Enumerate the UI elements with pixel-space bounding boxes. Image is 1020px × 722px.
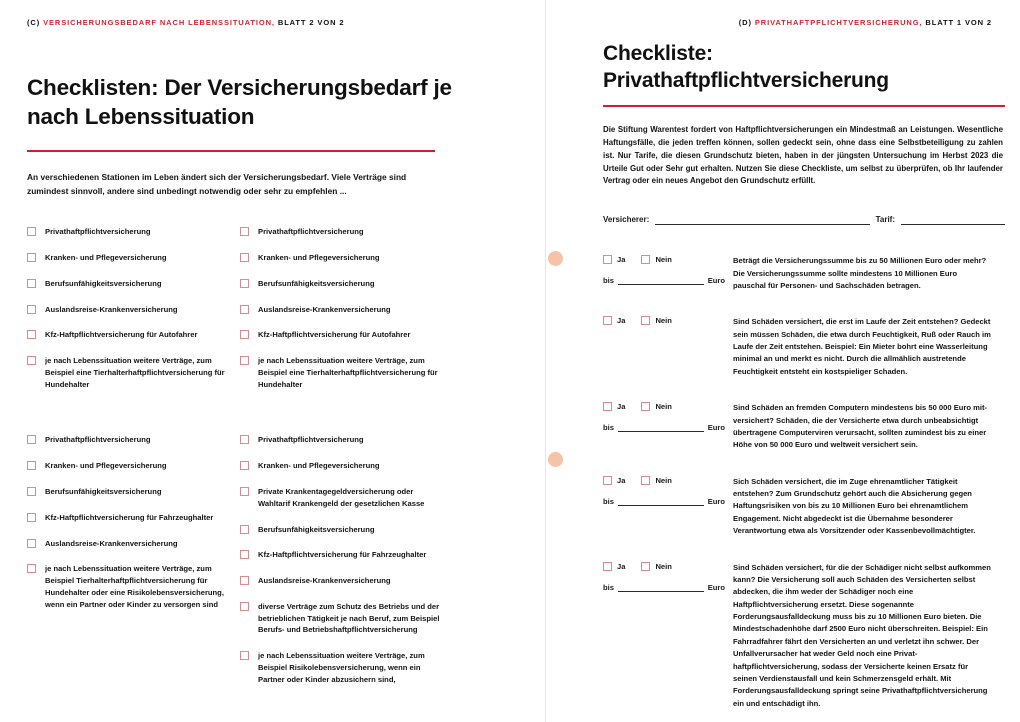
right-running-head (603, 18, 992, 27)
checkbox-icon[interactable] (27, 356, 36, 365)
checklist-item[interactable] (27, 226, 232, 238)
checklist-group (27, 434, 505, 699)
option-yes-label: Ja (617, 561, 626, 571)
answer-controls (603, 476, 733, 538)
option-no-label: Nein (655, 475, 672, 485)
left-running-head (27, 18, 505, 27)
checkbox-icon[interactable] (27, 564, 36, 573)
checklist-item-label: je nach Lebenssituation weitere Verträge, zum Beispiel eine Tierhalterhaftpflichtversicherung für Hundehalter (45, 356, 225, 389)
question-list (603, 255, 992, 710)
left-title-rule (27, 150, 435, 153)
checklist-groups (27, 226, 505, 699)
checklist-item-label: Auslandsreise-Krankenversicherung (45, 538, 178, 548)
checkbox-icon[interactable] (27, 513, 36, 522)
checkbox-icon[interactable] (240, 227, 249, 236)
checkbox-icon[interactable] (27, 435, 36, 444)
checklist-item-label: Kranken- und Pflegeversicherung (258, 461, 380, 471)
left-running-head-section: VERSICHERUNGSBEDARF NACH LEBENSSITUATION, (43, 18, 275, 27)
checklist-item[interactable] (27, 512, 232, 524)
option-yes[interactable] (603, 255, 625, 264)
amount-input[interactable] (618, 275, 704, 285)
checklist-item-label: je nach Lebenssituation weitere Verträge, zum Beispiel Risikolebensversicherung, wenn ein Partner oder Kinder abzusichern sind, (258, 651, 425, 684)
checklist-item[interactable] (240, 355, 445, 390)
question-text: Sich Schäden versichert, die im Zuge ehrenamtlicher Tätigkeit entstehen? Zum Grundschutz gehört auch die Absicherung gegen Haftungsrisiken von bis zu 10 Millionen Euro bei ehrenamtlichem Engagement. Nicht abgedeckt ist die Übernahme besonderer Verantwortung etwa als Vorsitzender oder Kassenbevollmächtigter. (733, 476, 976, 536)
yes-no-options (603, 402, 725, 411)
checkbox-icon[interactable] (603, 402, 612, 411)
amount-prefix-label: bis (603, 582, 614, 592)
checkbox-icon[interactable] (240, 550, 249, 559)
amount-prefix-label: bis (603, 276, 614, 286)
checklist-column (27, 226, 232, 404)
option-no-label: Nein (655, 402, 672, 412)
amount-suffix-label: Euro (707, 496, 725, 506)
answer-controls (603, 255, 733, 292)
option-no[interactable] (641, 316, 671, 325)
tariff-label: Tarif: (875, 215, 895, 225)
checklist-item[interactable] (240, 486, 445, 510)
checklist-item-label: Kfz-Haftpflichtversicherung für Fahrzeughalter (45, 512, 214, 522)
checkbox-icon[interactable] (27, 539, 36, 548)
checkbox-icon[interactable] (641, 402, 650, 411)
checklist-item-label: diverse Verträge zum Schutz des Betriebs und der betrieblichen Tätigkeit je nach Beruf, zum Beispiel Berufs- und Betriebshaftpflichtversicherung (258, 601, 440, 635)
checklist-column (27, 434, 232, 699)
checkbox-icon[interactable] (603, 255, 612, 264)
checkbox-icon[interactable] (641, 316, 650, 325)
amount-suffix-label: Euro (707, 582, 725, 592)
question-block (603, 476, 992, 538)
amount-field-row (603, 422, 725, 432)
checkbox-icon[interactable] (27, 461, 36, 470)
checklist-item[interactable] (27, 434, 232, 446)
option-no-label: Nein (655, 255, 672, 265)
question-text: Sind Schäden an fremden Computern mindestens bis 50 000 Euro mitversichert? Schäden, die der Versicherte etwa durch unbeabsichtigt übertragene Computerviren verursacht, sollten zumindest bis zu einer Höhe von 50 000 Euro und weltweit versichert sein. (733, 403, 988, 450)
checklist-item-label: Privathaftpflichtversicherung (45, 435, 151, 445)
checklist-item[interactable] (240, 304, 445, 316)
checklist-item-label: je nach Lebenssituation weitere Verträge, zum Beispiel eine Tierhalterhaftpflichtversicherung für Hundehalter (258, 356, 438, 389)
option-no-label: Nein (655, 316, 672, 326)
checklist-item[interactable] (27, 304, 232, 316)
checkbox-icon[interactable] (240, 602, 249, 611)
yes-no-options (603, 255, 725, 264)
tariff-input[interactable] (901, 214, 1005, 225)
checklist-item-label: Auslandsreise-Krankenversicherung (258, 304, 391, 314)
option-yes[interactable] (603, 316, 625, 325)
amount-prefix-label: bis (603, 423, 614, 433)
checkbox-icon[interactable] (240, 305, 249, 314)
checkbox-icon[interactable] (240, 525, 249, 534)
insurer-tariff-fields (603, 214, 1005, 225)
yes-no-options (603, 476, 725, 485)
checkbox-icon[interactable] (240, 435, 249, 444)
checkbox-icon[interactable] (240, 253, 249, 262)
checklist-item-label: Kfz-Haftpflichtversicherung für Autofahrer (45, 330, 198, 340)
checklist-item-label: Berufsunfähigkeitsversicherung (45, 486, 162, 496)
insurer-input[interactable] (655, 214, 869, 225)
checklist-item-label: Berufsunfähigkeitsversicherung (258, 524, 375, 534)
question-text: Sind Schäden versichert, die erst im Laufe der Zeit entstehen? Gedeckt sein müssen Schäden, die etwa durch Feuchtigkeit, Ruß oder Rauch im Laufe der Zeit entstehen. Beispiel: Ein Mieter bohrt eine Wasserleitung minimal an und merkt es nicht. Durch die allmählich austretende Feuchtigkeit entsteht ein kostspieliger Schaden. (733, 317, 991, 376)
checklist-item[interactable] (27, 278, 232, 290)
option-yes[interactable] (603, 402, 625, 411)
checkbox-icon[interactable] (603, 562, 612, 571)
checklist-item[interactable] (240, 460, 445, 472)
option-yes[interactable] (603, 562, 625, 571)
left-running-head-sheet: BLATT 2 VON 2 (277, 18, 345, 27)
option-yes-label: Ja (617, 316, 626, 326)
checkbox-icon[interactable] (27, 305, 36, 314)
checklist-item-label: Kfz-Haftpflichtversicherung für Fahrzeughalter (258, 550, 427, 560)
option-yes-label: Ja (617, 255, 626, 265)
checklist-item[interactable] (27, 355, 232, 390)
checklist-item-label: Auslandsreise-Krankenversicherung (45, 304, 178, 314)
question-block (603, 562, 992, 711)
checkbox-icon[interactable] (603, 316, 612, 325)
amount-field-row (603, 275, 725, 285)
amount-prefix-label: bis (603, 496, 614, 506)
checklist-column (240, 434, 445, 699)
checklist-item[interactable] (240, 650, 445, 685)
checkbox-icon[interactable] (27, 487, 36, 496)
checklist-item[interactable] (240, 278, 445, 290)
checklist-item[interactable] (27, 538, 232, 550)
question-block (603, 402, 992, 452)
checkbox-icon[interactable] (240, 576, 249, 585)
answer-controls (603, 562, 733, 711)
right-title-rule (603, 105, 1005, 108)
checkbox-icon[interactable] (27, 253, 36, 262)
amount-suffix-label: Euro (707, 276, 725, 286)
question-block (603, 255, 992, 292)
checkbox-icon[interactable] (27, 330, 36, 339)
question-block (603, 316, 992, 378)
checklist-item-label: Kranken- und Pflegeversicherung (45, 253, 167, 263)
checklist-item-label: Privathaftpflichtversicherung (258, 227, 364, 237)
left-lede-text: An verschiedenen Stationen im Leben ändert sich der Versicherungsbedarf. Viele Verträge sind zumindest sinnvoll, andere sind unbedingt notwendig oder sehr zu empfehlen ... (27, 172, 407, 197)
checklist-item-label: Kranken- und Pflegeversicherung (45, 461, 167, 471)
amount-field-row (603, 582, 725, 592)
checklist-item-label: Privathaftpflichtversicherung (258, 435, 364, 445)
option-no[interactable] (641, 476, 671, 485)
yes-no-options (603, 316, 725, 325)
checklist-item-label: Berufsunfähigkeitsversicherung (45, 278, 162, 288)
checklist-item[interactable] (240, 252, 445, 264)
checklist-item-label: Kfz-Haftpflichtversicherung für Autofahrer (258, 330, 411, 340)
checkbox-icon[interactable] (603, 476, 612, 485)
insurer-label: Versicherer: (603, 215, 650, 225)
checklist-item-label: Berufsunfähigkeitsversicherung (258, 278, 375, 288)
option-yes-label: Ja (617, 475, 626, 485)
checklist-item-label: Privathaftpflichtversicherung (45, 227, 151, 237)
checklist-item[interactable] (27, 460, 232, 472)
checklist-column (240, 226, 445, 404)
checklist-item[interactable] (27, 486, 232, 498)
checkbox-icon[interactable] (641, 562, 650, 571)
answer-controls (603, 316, 733, 378)
right-running-head-sheet: BLATT 1 VON 2 (925, 18, 992, 27)
amount-input[interactable] (618, 496, 704, 506)
option-no[interactable] (641, 562, 671, 571)
checklist-item[interactable] (240, 575, 445, 587)
checklist-item-label: Auslandsreise-Krankenversicherung (258, 576, 391, 586)
right-running-head-marker: (D) (738, 18, 752, 27)
amount-input[interactable] (618, 582, 704, 592)
checklist-item[interactable] (240, 601, 445, 636)
right-page-title: Checkliste: Privathaftpflichtversicherung (603, 42, 889, 92)
option-yes-label: Ja (617, 402, 626, 412)
checklist-item-label: Kranken- und Pflegeversicherung (258, 253, 380, 263)
left-page-title: Checklisten: Der Versicherungsbedarf je nach Lebenssituation (27, 75, 452, 129)
amount-input[interactable] (618, 422, 704, 432)
checkbox-icon[interactable] (641, 476, 650, 485)
checklist-item[interactable] (240, 329, 445, 341)
right-page (545, 0, 1020, 722)
checklist-item-label: Private Krankentagegeldversicherung oder Wahltarif Krankengeld der gesetzlichen Kasse (258, 486, 425, 508)
right-running-head-section: PRIVATHAFTPFLICHTVERSICHERUNG, (754, 18, 923, 27)
checkbox-icon[interactable] (240, 487, 249, 496)
checklist-item[interactable] (240, 549, 445, 561)
checklist-item[interactable] (27, 563, 232, 610)
checklist-item[interactable] (27, 252, 232, 264)
answer-controls (603, 402, 733, 452)
checklist-item[interactable] (240, 434, 445, 446)
checkbox-icon[interactable] (240, 356, 249, 365)
checklist-item[interactable] (27, 329, 232, 341)
checklist-item[interactable] (240, 524, 445, 536)
checklist-item-label: je nach Lebenssituation weitere Verträge, zum Beispiel Tierhalterhaftpflichtversicherung für Hundehalter oder eine Risikolebensversicherung, wenn ein Partner oder Kinder zu versorgen sind (45, 564, 224, 609)
option-yes[interactable] (603, 476, 625, 485)
question-text: Beträgt die Versicherungssumme bis zu 50 Millionen Euro oder mehr? Die Versicherungssumme sollte mindestens 10 Millionen Euro pauschal für Personen- und Sachschäden betragen. (733, 256, 987, 290)
right-intro-text: Die Stiftung Warentest fordert von Haftpflichtversicherungen ein Mindestmaß an Leistungen. Wesentliche Haftungsfälle, die jeden treffen können, sollen gedeckt sein, ohne dass eine Selbstbeteiligung zu zahlen ist. Nur Tarife, die diesen Grundschutz bieten, haben in der jüngsten Untersuchung im Herbst 2023 die Urteile Gut oder Sehr gut erhalten. Nutzen Sie diese Checkliste, um selbst zu überprüfen, ob Ihr laufender Vertrag oder ein neues Angebot den Grundschutz erfüllt. (603, 125, 1003, 186)
checkbox-icon[interactable] (641, 255, 650, 264)
option-no[interactable] (641, 255, 671, 264)
checklist-item[interactable] (240, 226, 445, 238)
checkbox-icon[interactable] (240, 330, 249, 339)
checkbox-icon[interactable] (27, 227, 36, 236)
left-running-head-marker: (C) (27, 18, 41, 27)
amount-suffix-label: Euro (707, 423, 725, 433)
checkbox-icon[interactable] (240, 461, 249, 470)
option-no-label: Nein (655, 561, 672, 571)
checkbox-icon[interactable] (27, 279, 36, 288)
checkbox-icon[interactable] (240, 279, 249, 288)
option-no[interactable] (641, 402, 671, 411)
question-text: Sind Schäden versichert, für die der Schädiger nicht selbst aufkommen kann? Die Versicherung soll auch Schäden des Versicherten selbst abdecken, die ihm weder der Schädiger noch eine Haftpflichtversicherung ersetzt. Diese sogenannte Forderungsausfalldeckung muss bis zu 10 Millionen Euro bieten. Die Mindestschadenhöhe darf 2500 Euro nicht überschreiten. Beispiel: Ein Fahrradfahrer fährt den Versicherten an und verletzt ihn schwer. Der Unfallverursacher hat weder Geld noch eine Privathaftpflichtversicherung, sodass der Versicherte keinen Ersatz für seinen Verdienstausfall und kein Schmerzensgeld erhält. Mit Forderungsausfalldeckung springt seine Privathaftpflichtversicherung ein und entschädigt ihn. (733, 562, 991, 708)
yes-no-options (603, 562, 725, 571)
amount-field-row (603, 496, 725, 506)
checklist-group (27, 226, 505, 404)
checkbox-icon[interactable] (240, 651, 249, 660)
